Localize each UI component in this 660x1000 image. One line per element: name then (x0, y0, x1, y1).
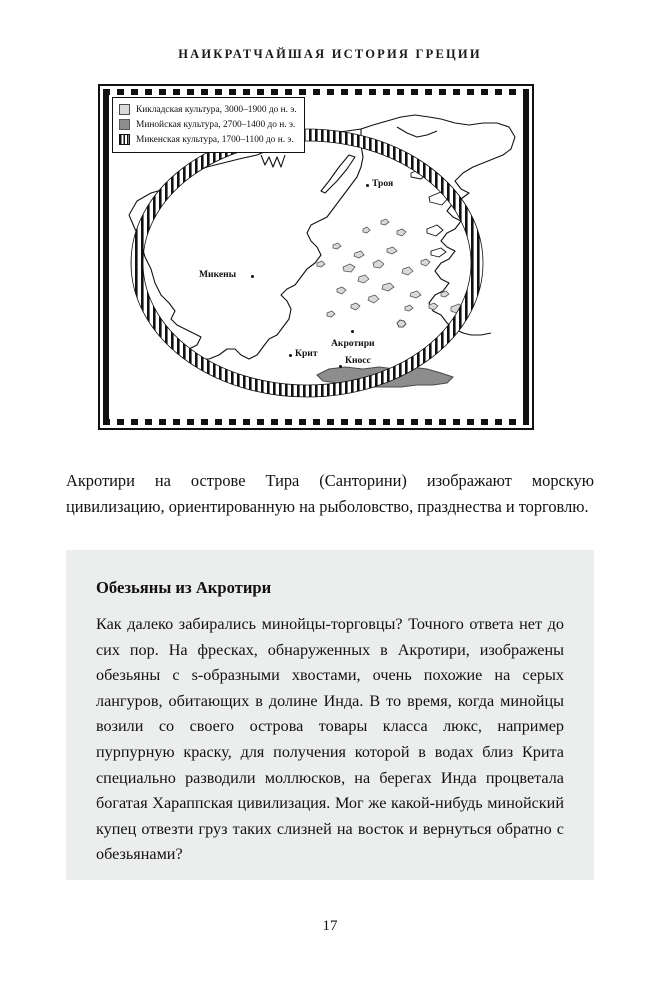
map-label-knossos: Кносс (345, 355, 371, 366)
map-label-troy: Троя (372, 178, 394, 189)
map-figure (98, 84, 534, 430)
map-label-crete: Крит (295, 348, 318, 359)
legend-row-mycenaean (119, 132, 297, 147)
map-legend (112, 97, 305, 153)
running-head: НАИКРАТЧАЙШАЯ ИСТОРИЯ ГРЕЦИИ (178, 47, 482, 61)
legend-row-minoan (119, 117, 297, 132)
map-label-akrotiri: Акротири (331, 338, 375, 349)
legend-row-cycladic (119, 102, 297, 117)
map-label-mycenae: Микены (199, 269, 237, 280)
sidebar-box (66, 550, 594, 880)
minoan-swatch-icon (119, 119, 130, 130)
cycladic-swatch-icon (119, 104, 130, 115)
legend-label-mycenaean: Микенская культура, 1700–1100 до н. э. (136, 134, 294, 145)
main-paragraph: Акротири на острове Тира (Санторини) изображают морскую цивилизацию, ориентированную на рыболовство, празднества и торговлю. (66, 471, 594, 517)
mycenaean-swatch-icon (119, 134, 130, 145)
page-number: 17 (322, 918, 338, 934)
legend-label-cycladic: Кикладская культура, 3000–1900 до н. э. (136, 104, 297, 115)
sidebar-box-title: Обезьяны из Акротири (96, 578, 272, 597)
legend-label-minoan: Минойская культура, 2700–1400 до н. э. (136, 119, 296, 130)
sidebar-box-paragraph: Как далеко забирались минойцы-торговцы? Точного ответа нет до сих пор. На фресках, обнаруженных в Акротири, изображены обезьяны с s-образными хвостами, очень похожие на серых лангуров, обитающих в долине Инда. В то время, когда минойцы возили со своего острова товары класса люкс, например пурпурную краску, для получения которой в водах близ Крита специально разводили моллюсков, на берегах Инда процветала богатая Хараппская цивилизация. Мог же какой-нибудь минойский купец отвезти груз таких слизней на восток и вернуться обратно с обезьянами? (96, 615, 564, 864)
